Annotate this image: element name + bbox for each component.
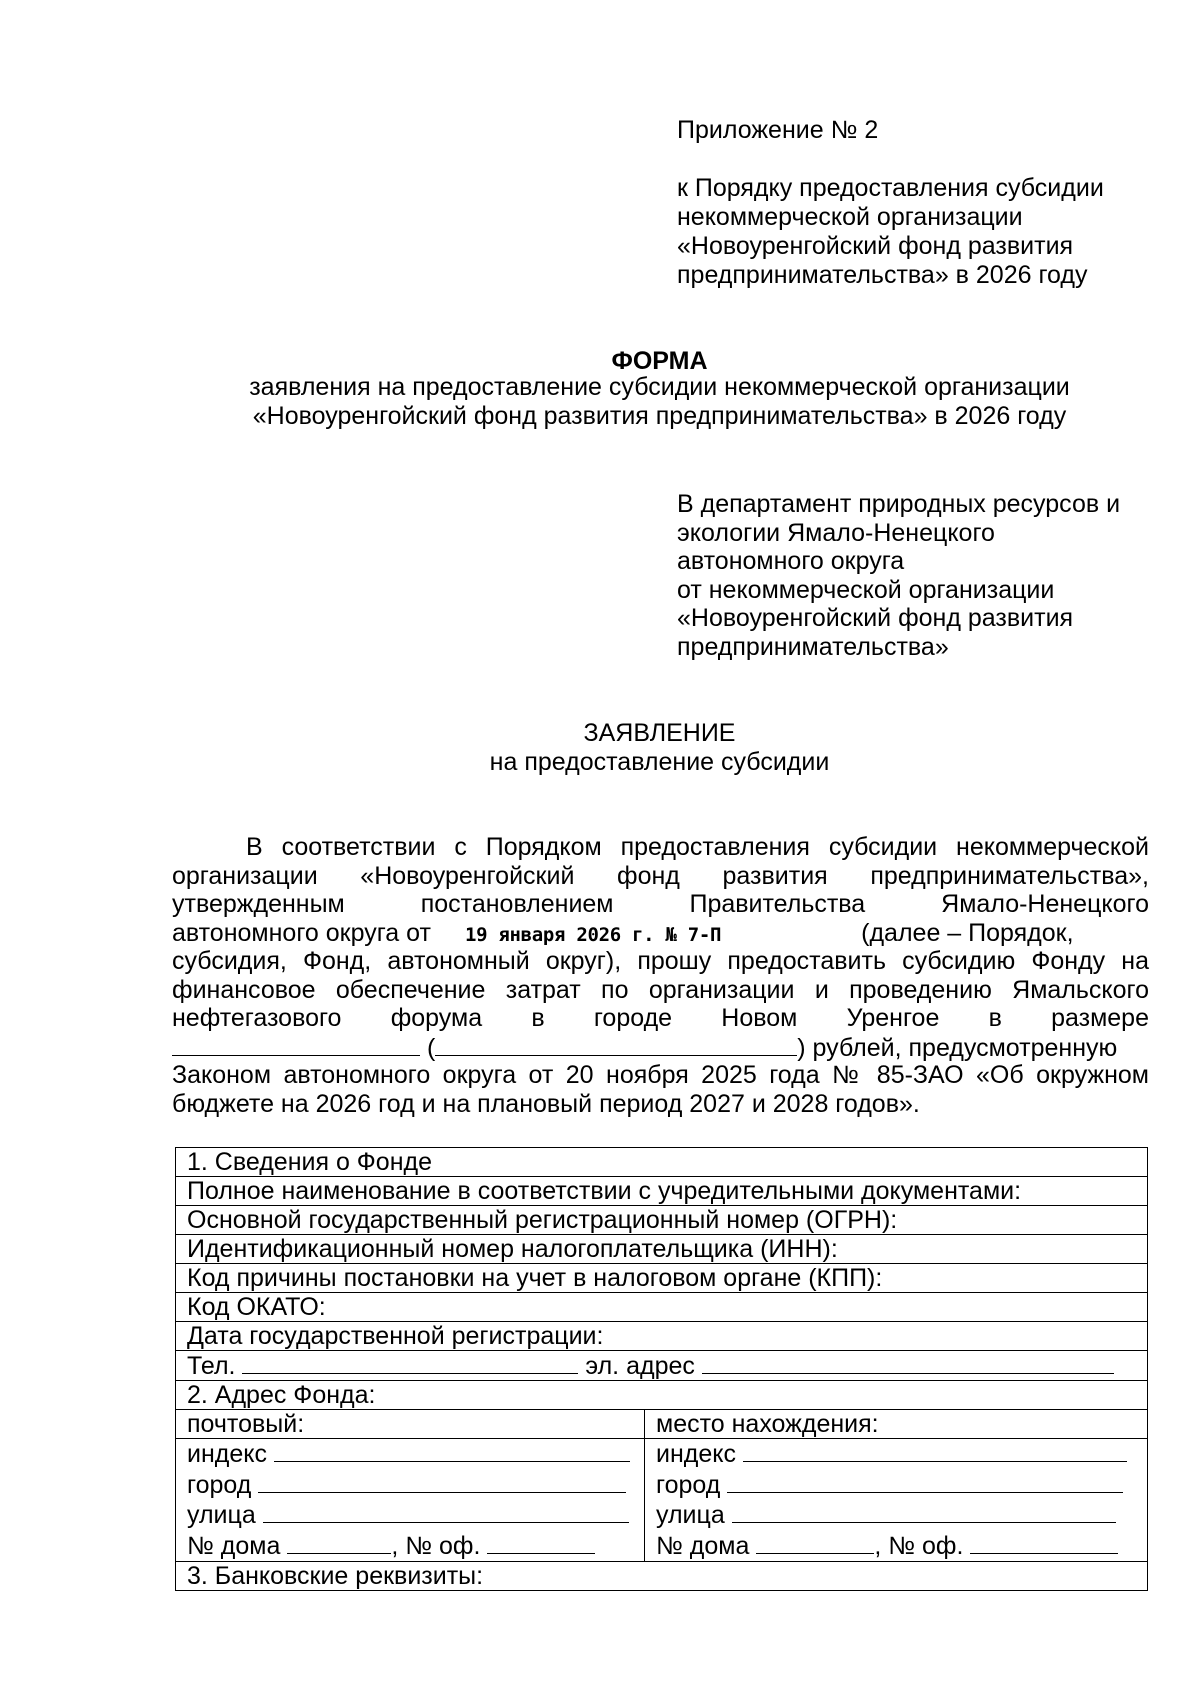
- body-text: (далее – Порядок,: [861, 918, 1074, 947]
- table-row: [176, 1148, 1148, 1177]
- statement-body: [172, 833, 1149, 1118]
- postal-heading: почтовый:: [176, 1410, 645, 1439]
- addressee-line: предпринимательства»: [677, 632, 949, 661]
- addressee-line: экологии Ямало-Ненецкого: [677, 518, 995, 547]
- body-text: (: [426, 1033, 436, 1062]
- body-line-amount: [172, 1033, 1149, 1062]
- body-line: утвержденным постановлением Правительства Ямало-Ненецкого: [172, 890, 1149, 918]
- form-title: ФОРМА: [611, 347, 708, 375]
- full-name-field: Полное наименование в соответствии с учредительными документами:: [176, 1177, 1148, 1206]
- form-subtitle-line: «Новоуренгойский фонд развития предпринимательства» в 2026 году: [252, 402, 1067, 430]
- body-line: нефтегазового форума в городе Новом Уренгое в размере: [172, 1004, 1149, 1032]
- section-heading: 2. Адрес Фонда:: [176, 1381, 1148, 1410]
- tel-input[interactable]: [242, 1351, 578, 1374]
- appendix-line: некоммерческой организации: [677, 203, 1023, 231]
- form-subtitle: [0, 373, 1200, 431]
- statement-heading: [0, 719, 1200, 777]
- body-line: финансовое обеспечение затрат по организации и проведению Ямальского: [172, 975, 1149, 1004]
- appendix-line: предпринимательства» в 2026 году: [677, 261, 1088, 289]
- body-line-decree: [172, 919, 1149, 948]
- table-row: [176, 1351, 1148, 1381]
- tel-label: Тел.: [187, 1352, 236, 1380]
- location-heading: место нахождения:: [645, 1410, 1148, 1439]
- inn-field: Идентификационный номер налогоплательщика (ИНН):: [176, 1235, 1148, 1264]
- reg-date-field: Дата государственной регистрации:: [176, 1322, 1148, 1351]
- email-label: эл. адрес: [585, 1352, 695, 1380]
- postal-index-input[interactable]: [274, 1439, 630, 1462]
- index-label: индекс: [656, 1440, 736, 1468]
- email-input[interactable]: [702, 1351, 1114, 1374]
- decree-reference: 19 января 2026 г. № 7-П: [464, 923, 722, 946]
- body-line: бюджете на 2026 год и на плановый период 2027 и 2028 годов».: [172, 1089, 920, 1118]
- index-label: индекс: [187, 1440, 267, 1468]
- amount-digits-blank[interactable]: [172, 1033, 420, 1056]
- fund-info-table: [175, 1147, 1148, 1591]
- table-row: [176, 1562, 1148, 1591]
- table-row: [176, 1177, 1148, 1206]
- appendix-block: [677, 116, 1177, 290]
- form-subtitle-line: заявления на предоставление субсидии некоммерческой организации: [249, 373, 1070, 401]
- body-text: ) рублей, предусмотренную: [797, 1033, 1118, 1062]
- table-row: [176, 1410, 1148, 1439]
- appendix-line: к Порядку предоставления субсидии: [677, 174, 1104, 202]
- ogrn-field: Основной государственный регистрационный номер (ОГРН):: [176, 1206, 1148, 1235]
- city-label: город: [656, 1470, 721, 1499]
- body-line: организации «Новоуренгойский фонд развития предпринимательства»,: [172, 861, 1149, 890]
- postal-street-input[interactable]: [263, 1500, 629, 1523]
- table-row: [176, 1293, 1148, 1322]
- addressee-line: автономного округа: [677, 547, 905, 575]
- house-label: № дома: [656, 1531, 750, 1560]
- postal-house-input[interactable]: [287, 1531, 391, 1554]
- street-label: улица: [187, 1501, 256, 1529]
- section-heading: 1. Сведения о Фонде: [176, 1148, 1148, 1177]
- location-house-input[interactable]: [756, 1531, 874, 1554]
- table-row: [176, 1235, 1148, 1264]
- kpp-field: Код причины постановки на учет в налоговом органе (КПП):: [176, 1264, 1148, 1293]
- table-row: [176, 1206, 1148, 1235]
- postal-address-cell: [176, 1439, 645, 1562]
- section-heading: 3. Банковские реквизиты:: [176, 1562, 1148, 1591]
- amount-words-blank[interactable]: [435, 1033, 797, 1056]
- office-label: , № оф.: [874, 1531, 964, 1560]
- statement-subtitle: на предоставление субсидии: [489, 748, 830, 776]
- postal-office-input[interactable]: [487, 1531, 595, 1554]
- street-label: улица: [656, 1501, 725, 1529]
- house-label: № дома: [187, 1531, 281, 1560]
- location-index-input[interactable]: [743, 1439, 1127, 1462]
- addressee-line: «Новоуренгойский фонд развития: [677, 604, 1074, 632]
- location-street-input[interactable]: [732, 1500, 1116, 1523]
- body-line: В соответствии с Порядком предоставления субсидии некоммерческой: [246, 833, 1149, 861]
- table-row: [176, 1439, 1148, 1562]
- appendix-number: Приложение № 2: [677, 116, 879, 144]
- okato-field: Код ОКАТО:: [176, 1293, 1148, 1322]
- addressee-line: от некоммерческой организации: [677, 575, 1055, 604]
- table-row: [176, 1381, 1148, 1410]
- body-line: субсидия, Фонд, автономный округ), прошу предоставить субсидию Фонду на: [172, 947, 1149, 975]
- office-label: , № оф.: [391, 1531, 481, 1560]
- table-row: [176, 1322, 1148, 1351]
- addressee-block: [677, 490, 1177, 661]
- statement-title: ЗАЯВЛЕНИЕ: [583, 719, 736, 747]
- body-line: Законом автономного округа от 20 ноября 2025 года № 85-ЗАО «Об окружном: [172, 1061, 1149, 1089]
- contacts-row: [176, 1351, 1148, 1381]
- location-city-input[interactable]: [727, 1470, 1123, 1493]
- postal-city-input[interactable]: [258, 1470, 626, 1493]
- spacer: [677, 145, 1177, 174]
- city-label: город: [187, 1470, 252, 1499]
- body-text: автономного округа от: [172, 918, 431, 947]
- location-office-input[interactable]: [970, 1531, 1118, 1554]
- addressee-line: В департамент природных ресурсов и: [677, 490, 1121, 518]
- location-address-cell: [645, 1439, 1148, 1562]
- appendix-line: «Новоуренгойский фонд развития: [677, 232, 1074, 260]
- table-row: [176, 1264, 1148, 1293]
